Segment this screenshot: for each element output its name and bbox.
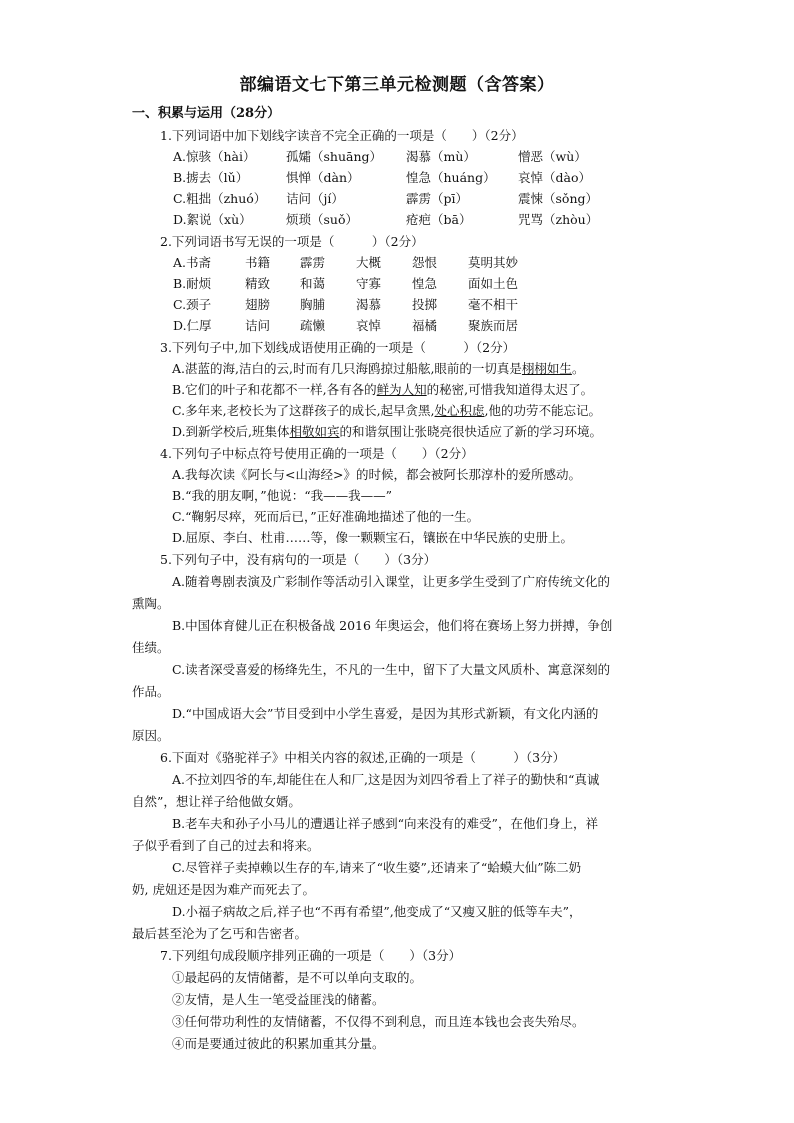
- question-2-stem: 2.下列词语书写无误的一项是（ ）（2分）: [160, 234, 424, 249]
- q3-option-c: [172, 401, 601, 421]
- q2-word: 和蔼: [300, 276, 326, 291]
- q2-word: 莫明其妙: [468, 255, 519, 270]
- q2-word: 哀悼: [356, 318, 382, 333]
- q3-option-d-end: 的和谐氛围让张晓亮很快适应了新的学习环境。: [339, 424, 603, 439]
- q2-word: 毫不相干: [468, 297, 519, 312]
- question-5-stem: 5.下列句子中，没有病句的一项是（ ）（3分）: [160, 552, 437, 567]
- q5-option-b: B.中国体育健儿正在积极备战 2016 年奥运会，他们将在赛场上努力拼搏，争创: [172, 618, 613, 633]
- q3-option-a-text: A.湛蓝的海,洁白的云,时而有几只海鸥掠过船舷,眼前的一切真是: [172, 361, 522, 376]
- q1-option-a-2: 孤孀（shuāng）: [286, 149, 383, 164]
- q3-option-a-idiom: 栩栩如生: [521, 361, 572, 376]
- q2-word: 胸脯: [300, 297, 326, 312]
- q2-word: 霹雳: [300, 255, 326, 270]
- q1-option-c-1: C.粗拙（zhuó）: [173, 191, 267, 206]
- q2-word: 惶急: [412, 276, 438, 291]
- q1-option-d-2: 烦琐（suǒ）: [286, 212, 358, 227]
- q3-option-d-idiom: 相敬如宾: [289, 424, 340, 439]
- q3-option-b-text: B.它们的叶子和花都不一样,各有各的: [172, 382, 377, 397]
- q5-option-b-cont: 佳绩。: [132, 640, 170, 655]
- q1-option-b-3: 惶急（huáng）: [406, 170, 496, 185]
- q3-option-d-text: D.到新学校后,班集体: [172, 424, 290, 439]
- page-title: 部编语文七下第三单元检测题（含答案）: [239, 75, 555, 95]
- q4-option-a: A.我每次读《阿长与<山海经>》的时候，都会被阿长那淳朴的爱所感动。: [172, 467, 581, 482]
- q1-option-b-4: 哀悼（dào）: [518, 170, 591, 185]
- q4-option-b: B.“我的朋友啊，”他说：“我——我——”: [172, 488, 392, 503]
- q7-sentence-4: ④而是要通过彼此的积累加重其分量。: [172, 1036, 385, 1051]
- q6-option-b-cont: 子似乎看到了自己的过去和将来。: [132, 838, 320, 853]
- q5-option-a: A.随着粤剧表演及广彩制作等活动引入课堂，让更多学生受到了广府传统文化的: [172, 574, 611, 589]
- q3-option-c-end: ,他的功劳不能忘记。: [484, 403, 602, 418]
- q2-word: 守寡: [356, 276, 382, 291]
- q3-option-c-text: C.多年来,老校长为了这群孩子的成长,起早贪黑,: [172, 403, 435, 418]
- q1-option-a-1: A.惊骇（hài）: [173, 149, 256, 164]
- question-4-stem: 4.下列句子中标点符号使用正确的一项是（ ）（2分）: [160, 446, 474, 461]
- q5-option-c-cont: 作品。: [132, 684, 170, 699]
- q5-option-c: C.读者深受喜爱的杨绛先生，不凡的一生中，留下了大量文风质朴、寓意深刻的: [172, 662, 611, 677]
- q6-option-c-cont: 奶, 虎妞还是因为难产而死去了。: [132, 882, 315, 897]
- q5-option-d: D.“中国成语大会”节目受到中小学生喜爱，是因为其形式新颖，有文化内涵的: [172, 706, 599, 721]
- q3-option-b-end: 的秘密,可惜我知道得太迟了。: [426, 382, 594, 397]
- question-1-stem: 1.下列词语中加下划线字读音不完全正确的一项是（ ）（2分）: [160, 128, 524, 143]
- q6-option-a-cont: 自然”，想让祥子给他做女婿。: [132, 794, 301, 809]
- q2-word: 投掷: [412, 297, 438, 312]
- q6-option-a: A.不拉刘四爷的车,却能住在人和厂,这是因为刘四爷看上了祥子的勤快和“真诚: [172, 772, 600, 787]
- q2-word: 诘问: [245, 318, 271, 333]
- q2-word: 面如土色: [468, 276, 519, 291]
- question-7-stem: 7.下列组句成段顺序排列正确的一项是（ ）（3分）: [160, 948, 462, 963]
- q7-sentence-3: ③任何带功利性的友情储蓄，不仅得不到利息，而且连本钱也会丧失殆尽。: [172, 1014, 585, 1029]
- q3-option-a: [172, 359, 584, 379]
- q4-option-c: C.“鞠躬尽瘁，死而后已，”正好准确地描述了他的一生。: [172, 509, 480, 524]
- q2-word: A.书斋: [173, 255, 212, 270]
- q7-sentence-1: ①最起码的友情储蓄，是不可以单向支取的。: [172, 970, 423, 985]
- q7-sentence-2: ②友情，是人生一笔受益匪浅的储蓄。: [172, 992, 385, 1007]
- q1-option-b-1: B.掳去（lǔ）: [173, 170, 249, 185]
- q1-option-c-2: 诘问（jí）: [286, 191, 344, 206]
- q1-option-a-4: 憎恶（wù）: [518, 149, 587, 164]
- q6-option-b: B.老车夫和孙子小马儿的遭遇让祥子感到“向来没有的难受”，在他们身上，祥: [172, 816, 598, 831]
- q2-word: 渴慕: [356, 297, 382, 312]
- q3-option-a-end: 。: [571, 361, 585, 376]
- q2-word: 怨恨: [412, 255, 438, 270]
- q2-word: 疏懒: [300, 318, 326, 333]
- q6-option-d: D.小福子病故之后,祥子也“不再有希望”,他变成了“又瘦又脏的低等车夫”，: [172, 904, 582, 919]
- q2-word: 精致: [245, 276, 271, 291]
- section-heading: 一、积累与运用（28分）: [132, 106, 281, 121]
- q1-option-d-1: D.絮说（xù）: [173, 212, 252, 227]
- q2-word: 大概: [356, 255, 382, 270]
- question-3-stem: 3.下列句子中,加下划线成语使用正确的一项是（ ）（2分）: [160, 340, 516, 355]
- q1-option-d-4: 咒骂（zhòu）: [518, 212, 599, 227]
- q2-word: 聚族而居: [468, 318, 519, 333]
- q2-word: B.耐烦: [173, 276, 212, 291]
- q2-word: C.颈子: [173, 297, 212, 312]
- question-6-stem: 6.下面对《骆驼祥子》中相关内容的叙述,正确的一项是（ ）（3分）: [160, 750, 566, 765]
- q3-option-b-idiom: 鲜为人知: [376, 382, 427, 397]
- q5-option-d-cont: 原因。: [132, 728, 170, 743]
- q6-option-d-cont: 最后甚至沦为了乞丐和告密者。: [132, 926, 308, 941]
- q1-option-c-3: 霹雳（pī）: [406, 191, 468, 206]
- q2-word: 翅膀: [245, 297, 271, 312]
- q3-option-b: [172, 380, 593, 400]
- q3-option-c-idiom: 处心积虑: [434, 403, 485, 418]
- q4-option-d: D.屈原、李白、杜甫……等，像一颗颗宝石，镶嵌在中华民族的史册上。: [172, 530, 574, 545]
- q6-option-c: C.尽管祥子卖掉赖以生存的车,请来了“收生婆”,还请来了“蛤蟆大仙”陈二奶: [172, 860, 582, 875]
- q3-option-d: [172, 422, 602, 442]
- q1-option-d-3: 疮疤（bā）: [406, 212, 472, 227]
- q1-option-c-4: 震悚（sǒng）: [518, 191, 598, 206]
- q2-word: D.仁厚: [173, 318, 212, 333]
- q2-word: 书籍: [245, 255, 271, 270]
- q2-word: 福橘: [412, 318, 438, 333]
- q1-option-a-3: 渴慕（mù）: [406, 149, 476, 164]
- q1-option-b-2: 惧惮（dàn）: [286, 170, 360, 185]
- q5-option-a-cont: 熏陶。: [132, 596, 170, 611]
